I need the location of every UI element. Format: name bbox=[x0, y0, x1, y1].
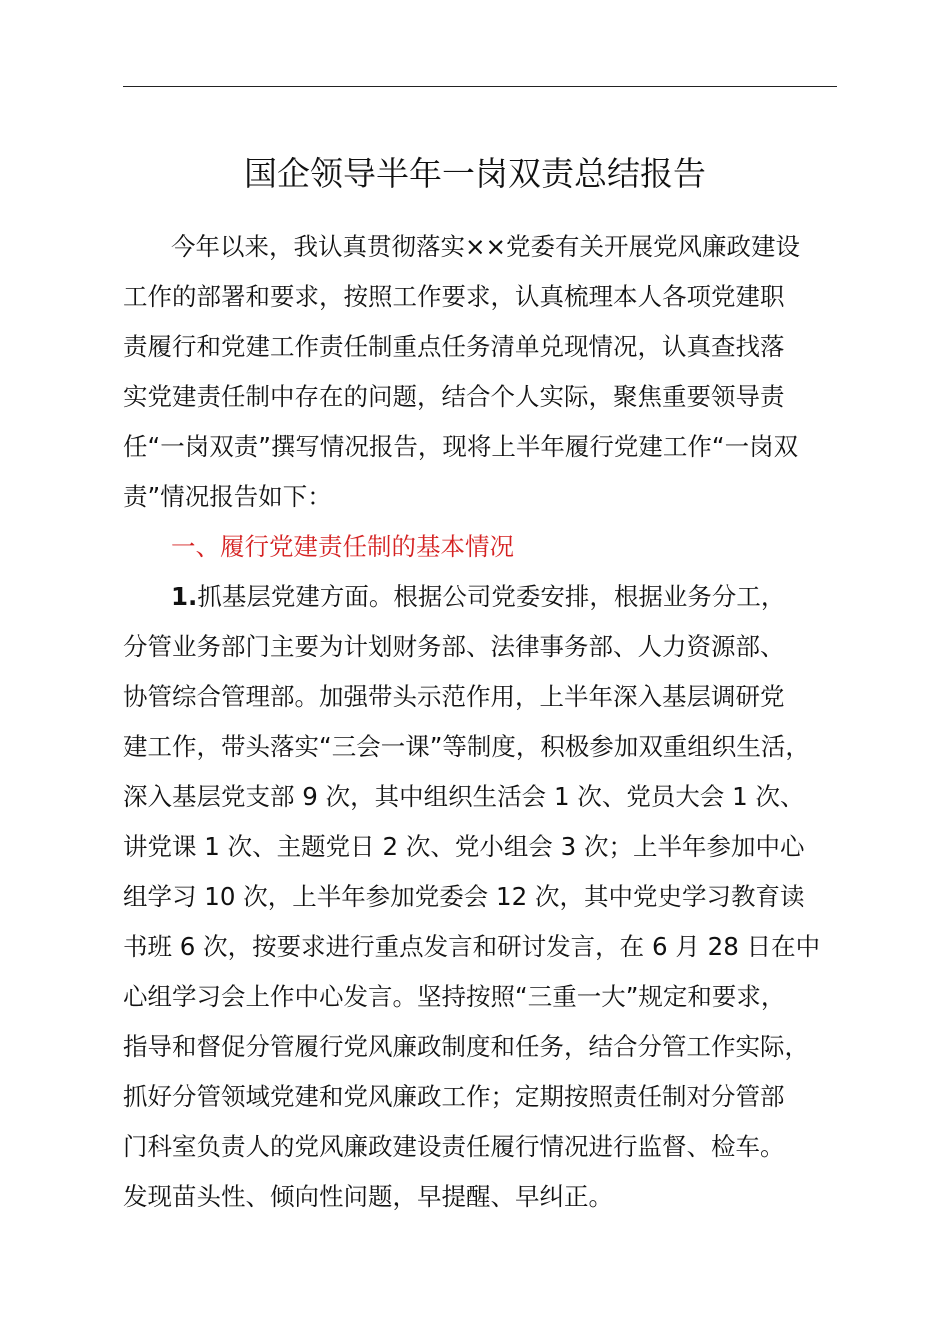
header-rule bbox=[123, 86, 837, 87]
document-title: 国企领导半年一岗双责总结报告 bbox=[244, 154, 706, 193]
section-heading: 一、履行党建责任制的基本情况 bbox=[171, 532, 514, 561]
item-line: 深入基层党支部 9 次，其中组织生活会 1 次、党员大会 1 次、 bbox=[123, 782, 805, 811]
item-number: 1. bbox=[171, 582, 198, 611]
item-line: 门科室负责人的党风廉政建设责任履行情况进行监督、检车。 bbox=[123, 1132, 785, 1161]
item-line: 讲党课 1 次、主题党日 2 次、党小组会 3 次；上半年参加中心 bbox=[123, 832, 805, 861]
item-line: 书班 6 次，按要求进行重点发言和研讨发言，在 6 月 28 日在中 bbox=[123, 932, 821, 961]
intro-line: 责”情况报告如下： bbox=[123, 482, 332, 511]
intro-line: 今年以来，我认真贯彻落实××党委有关开展党风廉政建设 bbox=[171, 232, 801, 261]
item-line: 指导和督促分管履行党风廉政制度和任务，结合分管工作实际， bbox=[123, 1032, 809, 1061]
intro-line: 责履行和党建工作责任制重点任务清单兑现情况，认真查找落 bbox=[123, 332, 785, 361]
item-line: 建工作，带头落实“三会一课”等制度，积极参加双重组织生活， bbox=[123, 732, 810, 761]
item-line: 组学习 10 次，上半年参加党委会 12 次，其中党史学习教育读 bbox=[123, 882, 805, 911]
item-line: 协管综合管理部。加强带头示范作用，上半年深入基层调研党 bbox=[123, 682, 785, 711]
item-line: 心组学习会上作中心发言。坚持按照“三重一大”规定和要求， bbox=[123, 982, 786, 1011]
item-line: 分管业务部门主要为计划财务部、法律事务部、人力资源部、 bbox=[123, 632, 785, 661]
item-first-line bbox=[171, 572, 891, 622]
item-first-line-text: 抓基层党建方面。根据公司党委安排，根据业务分工， bbox=[197, 582, 786, 611]
intro-line: 实党建责任制中存在的问题，结合个人实际，聚焦重要领导责 bbox=[123, 382, 785, 411]
item-line: 发现苗头性、倾向性问题，早提醒、早纠正。 bbox=[123, 1182, 613, 1211]
intro-line: 任“一岗双责”撰写情况报告，现将上半年履行党建工作“一岗双 bbox=[123, 432, 799, 461]
intro-line: 工作的部署和要求，按照工作要求，认真梳理本人各项党建职 bbox=[123, 282, 785, 311]
item-line: 抓好分管领域党建和党风廉政工作；定期按照责任制对分管部 bbox=[123, 1082, 785, 1111]
